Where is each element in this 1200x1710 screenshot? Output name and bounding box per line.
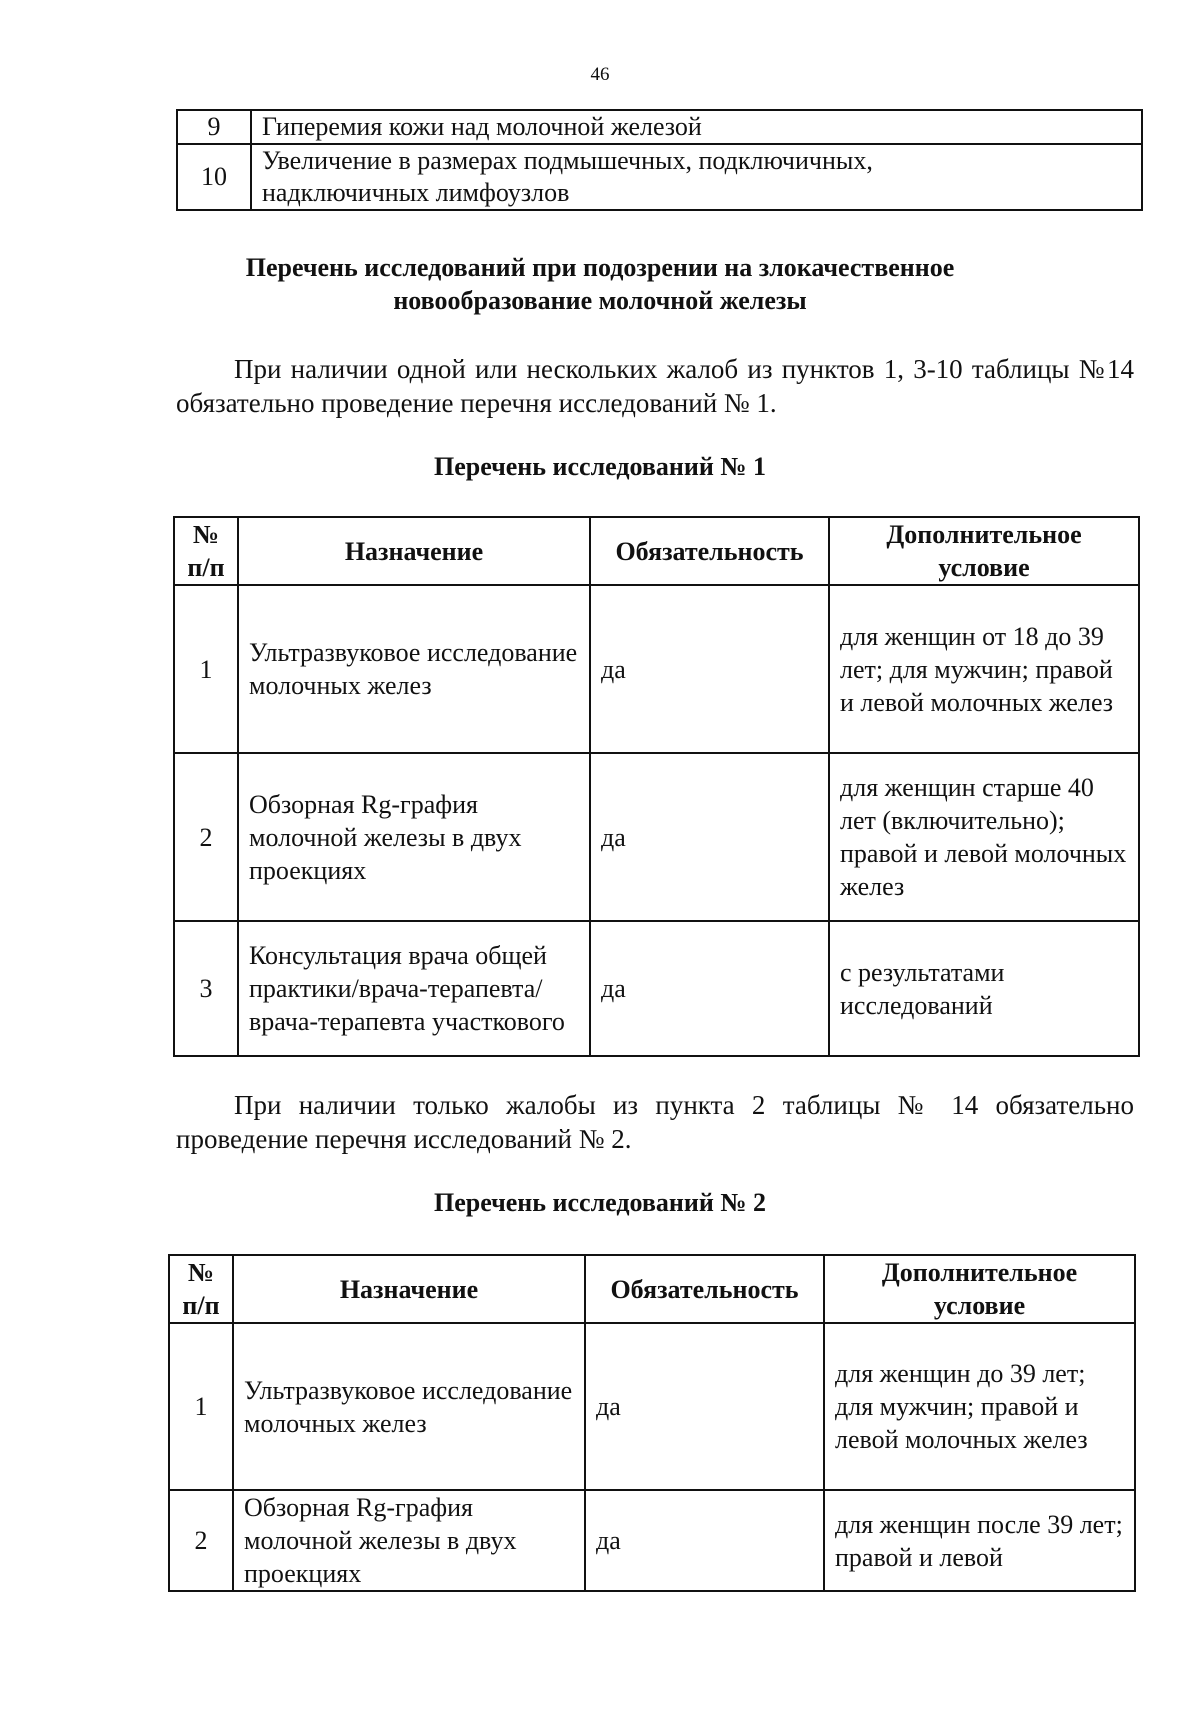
header-required: Обязательность xyxy=(585,1255,824,1323)
row-text: Увеличение в размерах подмышечных, подключичных, надключичных лимфоузлов xyxy=(251,144,1142,210)
row-condition: для женщин до 39 лет; для мужчин; правой и левой молочных желез xyxy=(824,1323,1135,1490)
header-required: Обязательность xyxy=(590,517,829,585)
row-required: да xyxy=(590,585,829,753)
row-required: да xyxy=(590,921,829,1056)
table-header-row xyxy=(169,1255,1135,1323)
row-text: Гиперемия кожи над молочной железой xyxy=(251,110,1142,144)
row-number: 2 xyxy=(174,753,238,921)
row-name: Консультация врача общей практики/врача-терапевта/врача-терапевта участкового xyxy=(238,921,590,1056)
row-required: да xyxy=(585,1490,824,1591)
list-1-title: Перечень исследований № 1 xyxy=(433,452,766,481)
row-number: 1 xyxy=(174,585,238,753)
table-row xyxy=(177,110,1142,144)
table-row xyxy=(174,753,1139,921)
table-row xyxy=(169,1323,1135,1490)
row-condition: для женщин после 39 лет; правой и левой xyxy=(824,1490,1135,1591)
investigations-list-1-table xyxy=(173,516,1140,1057)
header-name: Назначение xyxy=(233,1255,585,1323)
header-num: № п/п xyxy=(169,1255,233,1323)
row-condition: с результатами исследований xyxy=(829,921,1139,1056)
row-required: да xyxy=(585,1323,824,1490)
row-number: 2 xyxy=(169,1490,233,1591)
table-row xyxy=(177,144,1142,210)
investigations-list-2-table xyxy=(168,1254,1136,1592)
paragraph-1: При наличии одной или нескольких жалоб из пунктов 1, 3-10 таблицы №14 обязательно проведение перечня исследований № 1. xyxy=(176,354,1134,418)
header-condition: Дополнительное условие xyxy=(824,1255,1135,1323)
row-number: 3 xyxy=(174,921,238,1056)
row-condition: для женщин старше 40 лет (включительно); правой и левой молочных желез xyxy=(829,753,1139,921)
section-title-line-2: новообразование молочной железы xyxy=(393,286,807,315)
row-required: да xyxy=(590,753,829,921)
row-number: 9 xyxy=(177,110,251,144)
header-num: № п/п xyxy=(174,517,238,585)
table-header-row xyxy=(174,517,1139,585)
row-number: 1 xyxy=(169,1323,233,1490)
complaints-table-continuation xyxy=(176,109,1143,211)
row-name: Ультразвуковое исследование молочных желез xyxy=(233,1323,585,1490)
paragraph-2: При наличии только жалобы из пункта 2 таблицы № 14 обязательно проведение перечня исследований № 2. xyxy=(176,1090,1134,1154)
table-row xyxy=(174,585,1139,753)
header-condition: Дополнительное условие xyxy=(829,517,1139,585)
row-name: Ультразвуковое исследование молочных желез xyxy=(238,585,590,753)
row-name: Обзорная Rg-графия молочной железы в двух проекциях xyxy=(238,753,590,921)
page-number: 46 xyxy=(590,64,610,85)
header-name: Назначение xyxy=(238,517,590,585)
row-condition: для женщин от 18 до 39 лет; для мужчин; правой и левой молочных желез xyxy=(829,585,1139,753)
table-row xyxy=(169,1490,1135,1591)
table-row xyxy=(174,921,1139,1056)
section-title-line-1: Перечень исследований при подозрении на злокачественное xyxy=(245,253,955,282)
row-number: 10 xyxy=(177,144,251,210)
list-2-title: Перечень исследований № 2 xyxy=(433,1188,766,1217)
row-name: Обзорная Rg-графия молочной железы в двух проекциях xyxy=(233,1490,585,1591)
